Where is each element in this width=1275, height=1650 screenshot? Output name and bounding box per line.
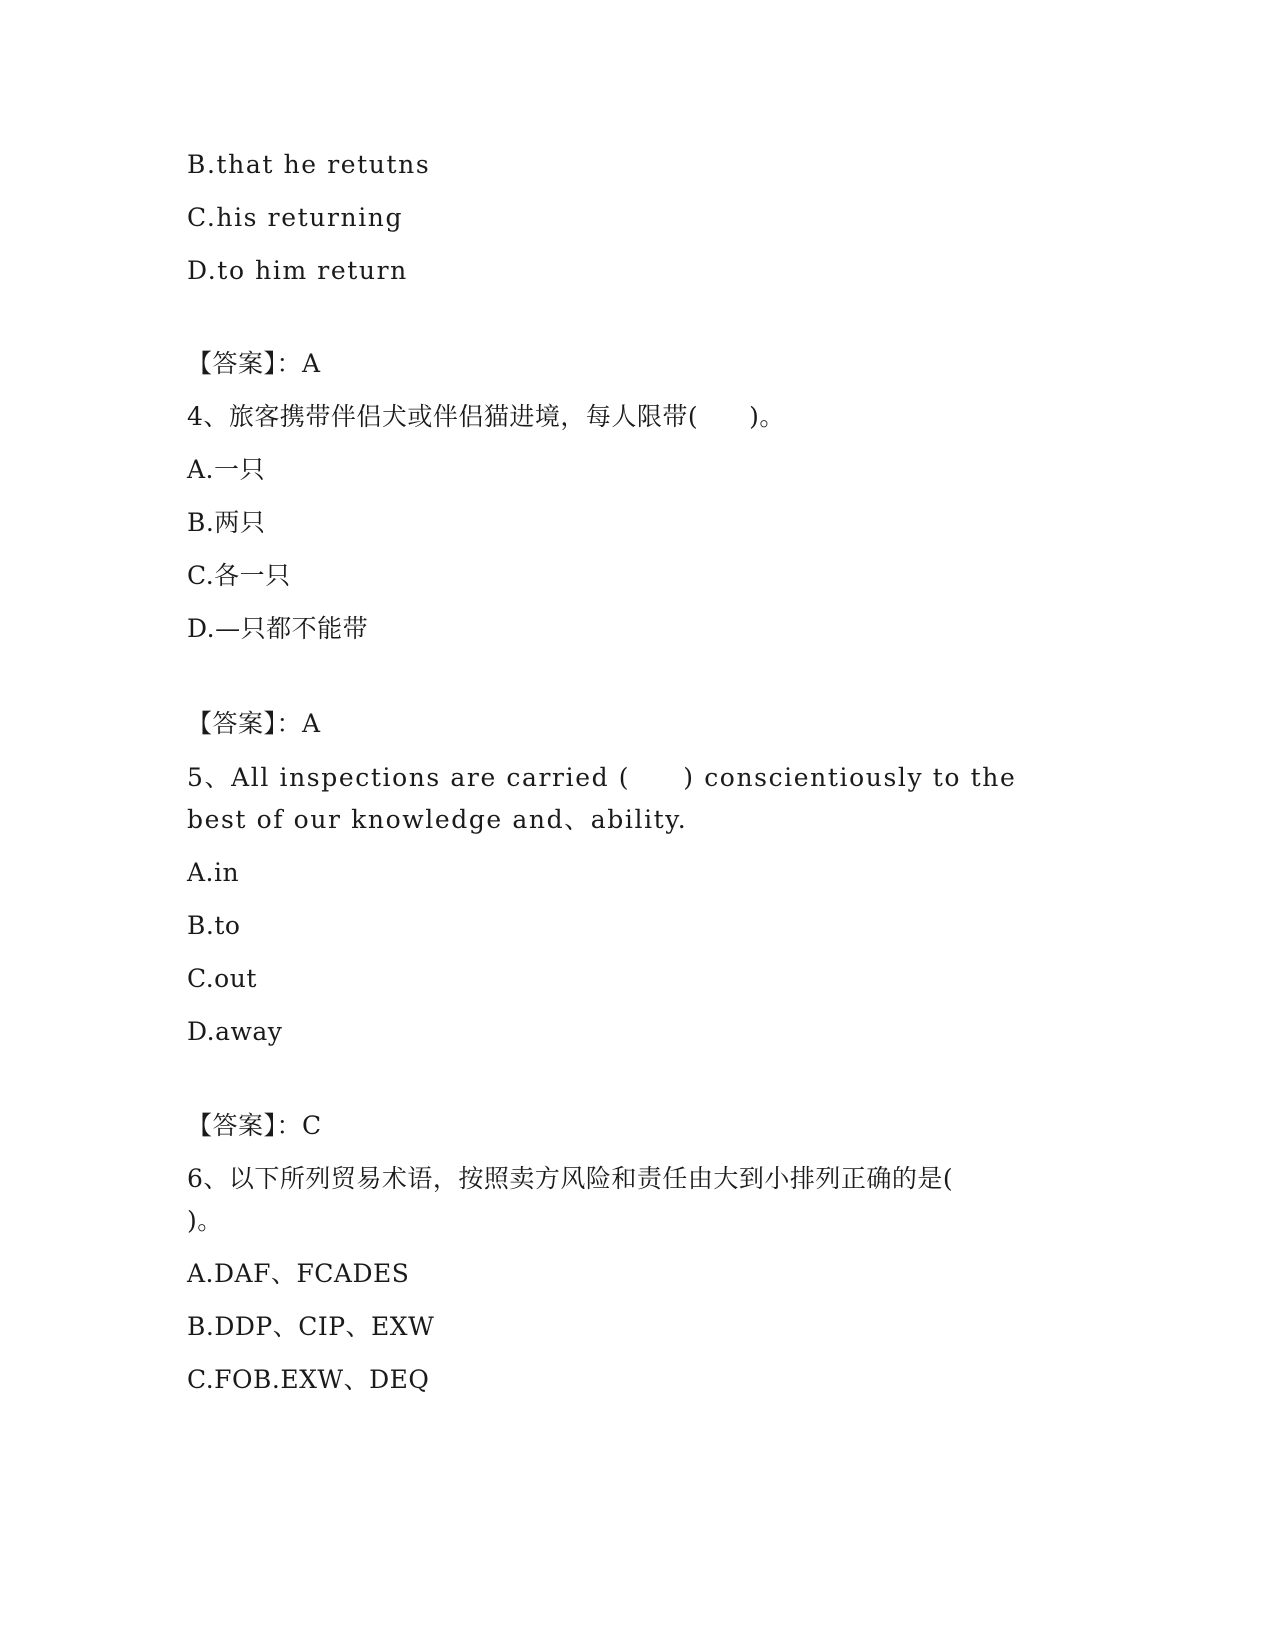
option-a: A.in bbox=[187, 858, 240, 887]
answer-line: 【答案】：A bbox=[187, 709, 321, 738]
answer-line: 【答案】：C bbox=[187, 1111, 322, 1140]
option-b: B.DDP、CIP、EXW bbox=[187, 1312, 435, 1341]
question-stem-continued: )。 bbox=[187, 1206, 223, 1235]
option-c: C.his returning bbox=[187, 203, 404, 232]
option-a: A.DAF、FCADES bbox=[187, 1259, 410, 1288]
option-d: D.away bbox=[187, 1017, 283, 1046]
option-c: C.FOB.EXW、DEQ bbox=[187, 1365, 430, 1394]
question-stem-continued: best of our knowledge and、ability. bbox=[187, 805, 688, 834]
question-stem: 6、以下所列贸易术语，按照卖方风险和责任由大到小排列正确的是( bbox=[187, 1164, 954, 1193]
question-stem: 5、All inspections are carried ( ) conscientiously to the bbox=[187, 763, 1017, 792]
option-b: B.to bbox=[187, 911, 241, 940]
option-c: C.out bbox=[187, 964, 257, 993]
option-d: D.to him return bbox=[187, 256, 408, 285]
option-b: B.两只 bbox=[187, 508, 266, 537]
option-d: D.—只都不能带 bbox=[187, 614, 369, 643]
question-stem: 4、旅客携带伴侣犬或伴侣猫进境，每人限带( )。 bbox=[187, 402, 785, 431]
option-c: C.各一只 bbox=[187, 561, 291, 590]
answer-line: 【答案】：A bbox=[187, 349, 321, 378]
option-a: A.一只 bbox=[187, 455, 266, 484]
option-b: B.that he retutns bbox=[187, 150, 431, 179]
